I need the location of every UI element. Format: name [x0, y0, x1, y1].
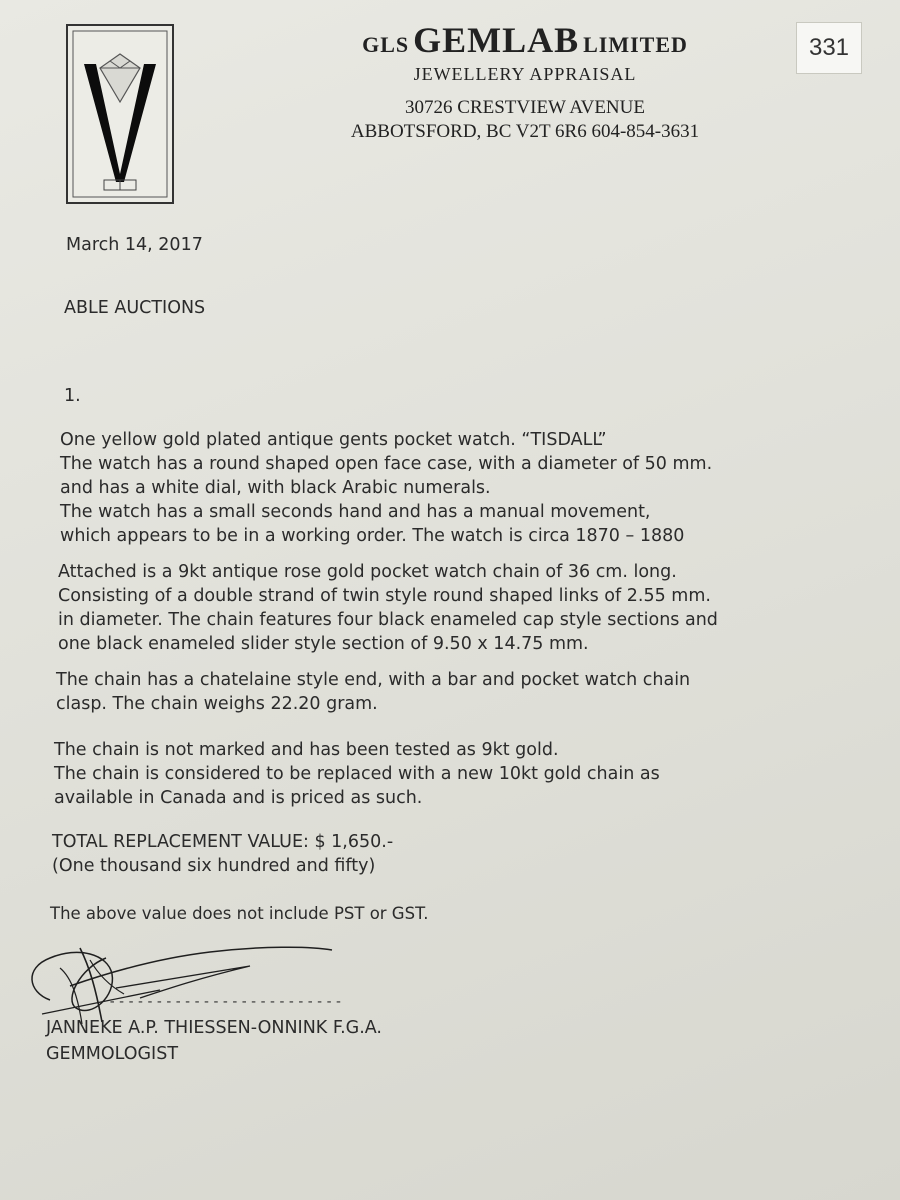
- text-line: clasp. The chain weighs 22.20 gram.: [56, 694, 378, 714]
- company-name: [290, 22, 760, 58]
- paragraph-watch: [60, 428, 712, 548]
- signatory-title: GEMMOLOGIST: [46, 1044, 179, 1064]
- paragraph-clasp: [56, 668, 690, 716]
- company-prefix: GLS: [362, 32, 410, 57]
- paragraph-chain: [58, 560, 718, 656]
- text-line: The watch has a small seconds hand and has a manual movement,: [60, 502, 651, 522]
- text-line: and has a white dial, with black Arabic numerals.: [60, 478, 491, 498]
- item-number: 1.: [64, 386, 81, 406]
- signatory-name: JANNEKE A.P. THIESSEN-ONNINK F.G.A.: [46, 1018, 382, 1038]
- total-value: TOTAL REPLACEMENT VALUE: $ 1,650.-: [52, 832, 394, 852]
- letterhead: [290, 22, 760, 143]
- text-line: The watch has a round shaped open face case, with a diameter of 50 mm.: [60, 454, 713, 474]
- text-line: one black enameled slider style section of 9.50 x 14.75 mm.: [58, 634, 589, 654]
- company-suffix: LIMITED: [583, 32, 688, 57]
- text-line: in diameter. The chain features four black enameled cap style sections and: [58, 610, 718, 630]
- text-line: The chain has a chatelaine style end, with a bar and pocket watch chain: [56, 670, 691, 690]
- recipient: ABLE AUCTIONS: [64, 298, 206, 318]
- company-main: GEMLAB: [413, 20, 580, 60]
- text-line: The chain is considered to be replaced with a new 10kt gold chain as: [54, 764, 660, 784]
- address-city: ABBOTSFORD, BC V2T 6R6 604-854-3631: [350, 121, 700, 142]
- paragraph-testing: [54, 738, 660, 810]
- page-number-label: 331: [796, 22, 862, 74]
- company-tagline: JEWELLERY APPRAISAL: [413, 64, 637, 84]
- text-line: available in Canada and is priced as such.: [54, 788, 423, 808]
- handwritten-signature: [20, 928, 340, 1028]
- text-line: The chain is not marked and has been tested as 9kt gold.: [54, 740, 559, 760]
- letter-date: March 14, 2017: [66, 235, 203, 255]
- address-street: 30726 CRESTVIEW AVENUE: [405, 97, 645, 118]
- text-line: One yellow gold plated antique gents pocket watch. “TISDALL”: [60, 430, 607, 450]
- text-line: Attached is a 9kt antique rose gold pocket watch chain of 36 cm. long.: [58, 562, 677, 582]
- tax-note: The above value does not include PST or GST.: [50, 904, 429, 923]
- total-value-words: (One thousand six hundred and fifty): [52, 856, 376, 876]
- signature-line: -------------------------: [108, 994, 344, 1010]
- text-line: which appears to be in a working order. The watch is circa 1870 – 1880: [60, 526, 685, 546]
- gemlab-logo: [66, 24, 174, 204]
- text-line: Consisting of a double strand of twin style round shaped links of 2.55 mm.: [58, 586, 711, 606]
